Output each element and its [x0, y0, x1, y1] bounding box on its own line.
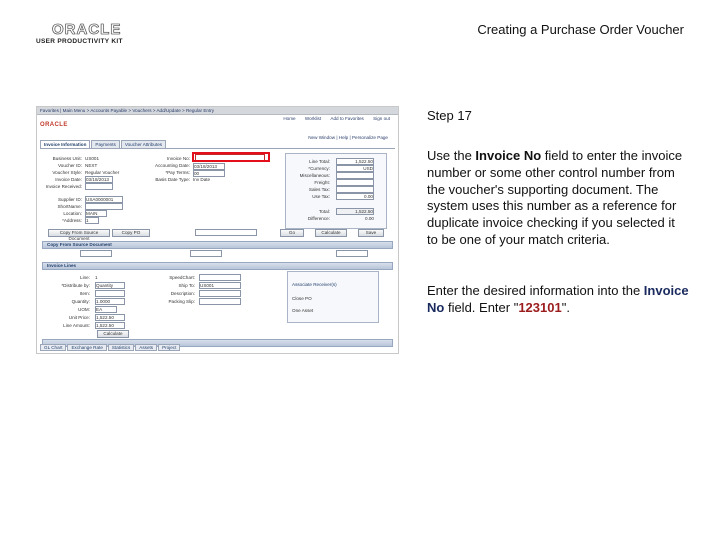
- p2-text-post: ".: [561, 299, 570, 315]
- label-voucher-id: Voucher ID:: [57, 163, 82, 168]
- total-value: 1,522.50: [336, 208, 374, 215]
- basis-date-type-value: Inv Date: [193, 177, 211, 182]
- invoice-lines-section[interactable]: Invoice Lines: [42, 262, 393, 270]
- value-voucher-id: NEXT: [85, 163, 98, 168]
- label-accounting-date: Accounting Date:: [155, 163, 190, 168]
- save-button[interactable]: Save: [358, 229, 384, 237]
- invoice-received-input[interactable]: [85, 183, 113, 190]
- ship-to-input[interactable]: US001: [199, 282, 241, 289]
- label-misc: Miscellaneous:: [299, 173, 330, 178]
- label-item: Item:: [79, 291, 90, 296]
- p2-field-name: Invoice No: [427, 283, 689, 315]
- logo-subtitle: USER PRODUCTIVITY KIT: [36, 38, 123, 45]
- tab-statistics[interactable]: Statistics: [108, 344, 134, 351]
- screenshot-page-links[interactable]: New Window | Help | Personalize Page: [308, 135, 388, 140]
- value-voucher-style: Regular Voucher: [85, 170, 120, 175]
- freight-input[interactable]: [336, 179, 374, 186]
- invoice-no-highlight: [192, 152, 270, 162]
- label-invoice-received: Invoice Received:: [45, 184, 82, 189]
- calculate-button[interactable]: Calculate: [315, 229, 347, 237]
- instruction-paragraph-1: [427, 148, 689, 249]
- label-voucher-style: Voucher Style:: [52, 170, 82, 175]
- p1-text-pre: Use the: [427, 148, 476, 163]
- value-business-unit: US001: [85, 156, 100, 161]
- tab-gl-chart[interactable]: GL Chart: [40, 344, 66, 351]
- label-packing-slip: Packing Slip:: [168, 299, 195, 304]
- screenshot-tabs: [40, 140, 167, 148]
- location-input[interactable]: MAIN: [85, 210, 107, 217]
- label-currency: *Currency:: [308, 166, 330, 171]
- nav-link-home[interactable]: Home: [283, 116, 296, 121]
- label-line-amount: Line Amount:: [63, 323, 90, 328]
- label-distribute-by: *Distribute by:: [61, 283, 90, 288]
- label-supplier-id: Supplier ID:: [57, 197, 82, 202]
- use-tax-input[interactable]: 0.00: [336, 193, 374, 200]
- screenshot-topbar: [37, 107, 398, 115]
- supplier-id-input[interactable]: USA0000001: [85, 196, 123, 203]
- p1-text-post: field to enter the invoice number or some other control number from the voucher's supporting document. The system uses this number as a reference for duplicate invoice checking if you selected it to be one of your match criteria.: [427, 148, 683, 247]
- po-number-input[interactable]: [190, 250, 222, 257]
- tab-payments[interactable]: Payments: [91, 140, 119, 148]
- label-freight: Freight:: [314, 180, 330, 185]
- label-invoice-date: Invoice Date:: [55, 177, 82, 182]
- one-asset-checkbox[interactable]: One Asset: [292, 308, 314, 313]
- copy-source-section[interactable]: Copy From Source Document: [42, 241, 393, 249]
- label-speedchart: SpeedChart:: [169, 275, 195, 280]
- speedchart-input[interactable]: [199, 274, 241, 281]
- tab-voucher-attributes[interactable]: Voucher Attributes: [121, 140, 166, 148]
- label-pay-terms: *Pay Terms:: [165, 170, 190, 175]
- nav-link-worklist[interactable]: Worklist: [304, 116, 322, 121]
- nav-link-signout[interactable]: Sign out: [373, 116, 390, 121]
- label-business-unit: Business Unit:: [52, 156, 82, 161]
- label-uom: UOM:: [78, 307, 90, 312]
- distribution-tabs: [40, 344, 181, 351]
- label-sales-tax: Sales Tax:: [308, 187, 330, 192]
- address-input[interactable]: 1: [85, 217, 99, 224]
- logo-wordmark: ORACLE: [52, 21, 122, 38]
- p2-text-pre: Enter the desired information into the: [427, 283, 644, 298]
- uom-input[interactable]: EA: [95, 306, 117, 313]
- screenshot-nav-links: [275, 116, 390, 121]
- currency-input[interactable]: USD: [336, 165, 374, 172]
- label-quantity: Quantity:: [71, 299, 90, 304]
- label-line-total: Line Total:: [309, 159, 330, 164]
- p2-entry-value: 123101: [518, 299, 562, 315]
- go-button[interactable]: Go: [280, 229, 304, 237]
- p2-text-mid: field. Enter ": [444, 299, 519, 315]
- label-total: Total:: [319, 209, 330, 214]
- po-unit-input[interactable]: [80, 250, 112, 257]
- copy-source-button[interactable]: Copy From Source Document: [48, 229, 110, 237]
- instruction-paragraph-2: [427, 283, 689, 317]
- label-address: *Address:: [62, 218, 82, 223]
- label-short-name: ShortName:: [57, 204, 82, 209]
- accounting-date-input[interactable]: 03/18/2013: [193, 163, 225, 170]
- copy-po-button[interactable]: Copy PO: [112, 229, 150, 237]
- tab-exchange-rate[interactable]: Exchange Rate: [67, 344, 106, 351]
- tab-assets[interactable]: Assets: [135, 344, 157, 351]
- associate-receivers-link[interactable]: Associate Receiver(s): [292, 282, 337, 287]
- line-value: 1: [95, 275, 98, 280]
- distribute-by-select[interactable]: Quantity: [95, 282, 125, 289]
- line-amount-input[interactable]: 1,522.50: [95, 322, 125, 329]
- quantity-input[interactable]: 1.0000: [95, 298, 125, 305]
- line-total-input[interactable]: 1,522.50: [336, 158, 374, 165]
- label-location: Location:: [63, 211, 82, 216]
- label-use-tax: Use Tax:: [312, 194, 330, 199]
- item-input[interactable]: [95, 290, 125, 297]
- invoice-date-input[interactable]: 03/18/2013: [85, 176, 113, 183]
- packing-slip-input[interactable]: [199, 298, 241, 305]
- page-title: Creating a Purchase Order Voucher: [477, 22, 684, 37]
- nav-link-favorites[interactable]: Add to Favorites: [330, 116, 364, 121]
- tab-project[interactable]: Project: [158, 344, 180, 351]
- misc-input[interactable]: [336, 172, 374, 179]
- label-line: Line:: [80, 275, 90, 280]
- short-name-input[interactable]: [85, 203, 123, 210]
- screenshot-breadcrumb: Favorites | Main Menu > Accounts Payable > Vouchers > Add/Update > Regular Entry: [40, 108, 215, 113]
- sales-tax-input[interactable]: [336, 186, 374, 193]
- difference-value: 0.00: [365, 216, 374, 221]
- label-difference: Difference:: [307, 216, 330, 221]
- screenshot-form: [40, 148, 395, 283]
- step-number: Step 17: [427, 108, 472, 123]
- application-screenshot: [36, 106, 399, 354]
- action-select[interactable]: [195, 229, 257, 236]
- description-input[interactable]: [199, 290, 241, 297]
- tab-invoice-information[interactable]: Invoice Information: [40, 140, 90, 148]
- label-unit-price: Unit Price:: [68, 315, 90, 320]
- close-po-checkbox[interactable]: Close PO: [292, 296, 312, 301]
- unit-price-input[interactable]: 1,522.50: [95, 314, 125, 321]
- label-invoice-no: Invoice No:: [167, 156, 190, 161]
- copy-type-select[interactable]: [336, 250, 368, 257]
- label-ship-to: Ship To:: [178, 283, 195, 288]
- screenshot-brand: ORACLE: [40, 122, 68, 128]
- oracle-upk-logo: [36, 22, 154, 48]
- label-description: Description:: [170, 291, 195, 296]
- p1-field-name: Invoice No: [475, 148, 542, 163]
- label-basis-date-type: Basis Date Type:: [155, 177, 190, 182]
- line-calculate-button[interactable]: Calculate: [97, 330, 129, 338]
- pay-terms-input[interactable]: 00: [193, 170, 225, 177]
